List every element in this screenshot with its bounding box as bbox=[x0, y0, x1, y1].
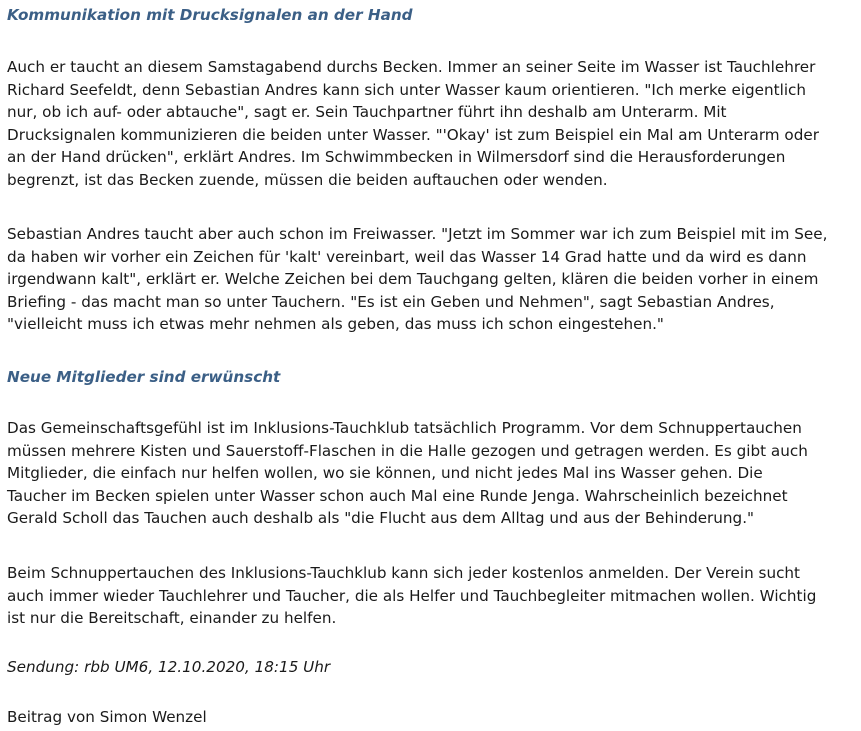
paragraph-line: Drucksignalen kommunizieren die beiden unter Wasser. "'Okay' ist zum Beispiel ein Mal am Unterarm oder bbox=[7, 125, 819, 144]
section-heading-new-members: Neue Mitglieder sind erwünscht bbox=[7, 368, 281, 386]
paragraph-line: Auch er taucht an diesem Samstagabend durchs Becken. Immer an seiner Seite im Wasser ist Tauchlehrer bbox=[7, 58, 816, 76]
paragraph-line: an der Hand drücken", erklärt Andres. Im Schwimmbecken in Wilmersdorf sind die Herausforderungen bbox=[7, 148, 786, 167]
paragraph-line: Mitglieder, die einfach nur helfen wollen, wo sie können, und nicht jedes Mal ins Wasser gehen. Die bbox=[7, 464, 763, 483]
paragraph-line: Gerald Scholl das Tauchen auch deshalb als "die Flucht aus dem Alltag und aus der Behinderung." bbox=[7, 509, 755, 528]
paragraph-trial-diving bbox=[7, 562, 816, 630]
paragraph-line: ist nur die Bereitschaft, einander zu helfen. bbox=[7, 609, 337, 628]
paragraph-line: auch immer wieder Tauchlehrer und Taucher, die als Helfer und Tauchbegleiter mitmachen wollen. Wichtig bbox=[7, 586, 817, 605]
paragraph-line: irgendwann kalt", erklärt er. Welche Zeichen bei dem Tauchgang gelten, klären die beiden vorher in einem bbox=[7, 270, 819, 289]
paragraph-line: Taucher im Becken spielen unter Wasser schon auch Mal eine Runde Jenga. Wahrscheinlich bezeichnet bbox=[7, 486, 788, 505]
paragraph-community bbox=[7, 417, 808, 530]
byline: Beitrag von Simon Wenzel bbox=[7, 708, 207, 726]
paragraph-line: müssen mehrere Kisten und Sauerstoff-Flaschen in die Halle gezogen und getragen werden. Es gibt auch bbox=[7, 441, 808, 460]
paragraph-open-water bbox=[7, 223, 827, 336]
paragraph-line: Das Gemeinschaftsgefühl ist im Inklusions-Tauchklub tatsächlich Programm. Vor dem Schnuppertauchen bbox=[7, 419, 802, 437]
broadcast-info: Sendung: rbb UM6, 12.10.2020, 18:15 Uhr bbox=[7, 658, 331, 676]
paragraph-line: begrenzt, ist das Becken zuende, müssen die beiden auftauchen oder wenden. bbox=[7, 170, 608, 189]
paragraph-communication bbox=[7, 56, 819, 192]
paragraph-line: Sebastian Andres taucht aber auch schon im Freiwasser. "Jetzt im Sommer war ich zum Beispiel mit im See, bbox=[7, 225, 828, 243]
paragraph-line: Briefing - das macht man so unter Tauchern. "Es ist ein Geben und Nehmen", sagt Sebastian Andres, bbox=[7, 292, 775, 311]
paragraph-line: "vielleicht muss ich etwas mehr nehmen als geben, das muss ich schon eingestehen." bbox=[7, 315, 664, 334]
paragraph-line: Richard Seefeldt, denn Sebastian Andres kann sich unter Wasser kaum orientieren. "Ich merke eigentlich bbox=[7, 80, 807, 99]
paragraph-line: Beim Schnuppertauchen des Inklusions-Tauchklub kann sich jeder kostenlos anmelden. Der Verein sucht bbox=[7, 564, 801, 582]
paragraph-line: nur, ob ich auf- oder abtauche", sagt er. Sein Tauchpartner führt ihn deshalb am Unterarm. Mit bbox=[7, 103, 727, 122]
paragraph-line: da haben wir vorher ein Zeichen für 'kalt' vereinbart, weil das Wasser 14 Grad hatte und da wird es dann bbox=[7, 247, 807, 266]
section-heading-communication: Kommunikation mit Drucksignalen an der Hand bbox=[7, 6, 413, 24]
